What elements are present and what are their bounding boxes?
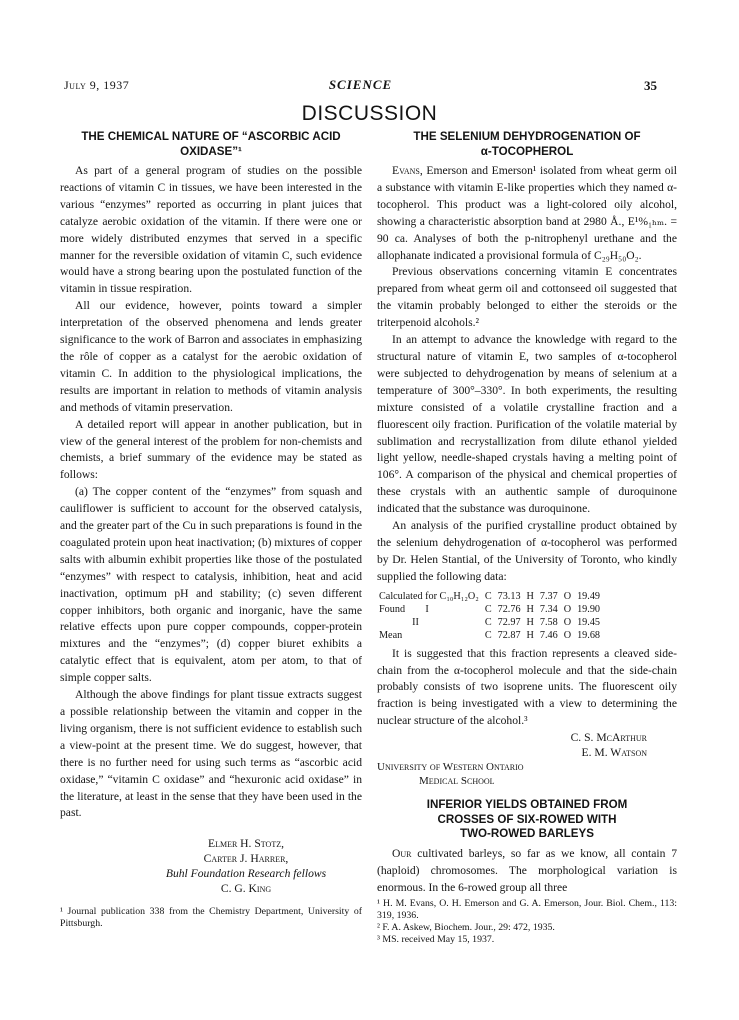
footnote: ¹ H. M. Evans, O. H. Emerson and G. A. Emerson, Jour. Biol. Chem., 113: 319, 1936. [377, 898, 677, 922]
article2-paragraph-text: , Emerson and Emerson¹ isolated from wheat germ oil a substance with vitamin E-like properties which they named α-tocopherol. This product was a light-colored oily alcohol, showing a characteristic absorption band at 2980 Å., E¹%₁ₕₘ. = 90 ca. Analyses of both the p-nitrophenyl urethane and the allophanate indicated a provisional formula of C₂₉H₅₀O₂. [377, 164, 677, 262]
analysis-row [379, 603, 606, 616]
analysis-cell: C [484, 629, 492, 641]
article2-paragraph [377, 163, 677, 264]
page-number: 35 [644, 78, 657, 93]
left-column [60, 130, 362, 930]
analysis-cell: O [563, 603, 572, 615]
article3-paragraph [377, 846, 677, 897]
analysis-cell: 7.46 [539, 629, 558, 641]
analysis-row [379, 616, 606, 629]
article3-lead: Our [392, 846, 412, 860]
analysis-table [379, 590, 606, 642]
article2-paragraph: It is suggested that this fraction represents a cleaved side-chain from the α-tocopherol molecule and that the side-chain probably consists of two isoprene units. The fluorescent oily fraction is being investigated with a view to determining the nuclear structure of the alcohol.³ [377, 646, 677, 728]
analysis-cell: 19.68 [577, 629, 600, 641]
analysis-cell: Mean [379, 629, 403, 641]
analysis-cell: Calculated for C₁₀H₁₂O₂ [379, 590, 479, 602]
article1-paragraph: All our evidence, however, points toward a simpler interpretation of the observed phenomena and lends greater significance to the work of Barron and associates in emphasizing the rôle of copper as a catalyst for the aerobic oxidation of vitamin C. In addition to the physiological implications, the results are important in relation to methods of vitamin analysis and methods of vitamin preservation. [60, 299, 362, 414]
analysis-cell: C [484, 603, 492, 615]
analysis-cell: 19.90 [577, 603, 600, 615]
footnote: ² F. A. Askew, Biochem. Jour., 29: 472, 1935. [377, 922, 555, 934]
author-signature: C. G. King [220, 882, 272, 896]
article1-signatures [130, 836, 362, 896]
affiliation: University of Western Ontario [377, 761, 524, 774]
article1-paragraph: (a) The copper content of the “enzymes” from squash and cauliflower is sufficient to account for the observed catalysis, and the greater part of the Cu in such preparations is found in the coagulated protein upon heat inactivation; (b) mixtures of copper salts with albumin exhibit properties like those of the postulated “enzymes” with respect to catalysis, inhibition, heat and acid inactivation, optimum pH and stability; (c) seven different copper inhibitors, both organic and inorganic, have the same relative effects upon pure copper compounds, copper-protein mixtures and the “enzymes”; (d) copper biuret exhibits a catalytic effect that is equivalent, atom per atom, to that of simple copper salts. [60, 485, 362, 685]
analysis-cell: 7.37 [539, 590, 558, 602]
author-lead: Evans [392, 164, 420, 177]
analysis-cell: C [484, 590, 492, 602]
journal-name: SCIENCE [328, 77, 393, 92]
running-head [64, 78, 657, 94]
author-signature: Elmer H. Stotz, [207, 837, 284, 851]
analysis-row [379, 590, 606, 603]
analysis-cell: 7.58 [539, 616, 558, 628]
article3-title-line: CROSSES OF SIX-ROWED WITH [437, 812, 617, 826]
article2-title-line: α-TOCOPHEROL [480, 144, 574, 158]
article3-title-line: INFERIOR YIELDS OBTAINED FROM [426, 798, 628, 812]
analysis-row [379, 629, 606, 642]
author-affiliation: Buhl Foundation Research fellows [165, 867, 327, 881]
article3-title [377, 798, 677, 842]
article1-title: THE CHEMICAL NATURE OF “ASCORBIC ACID OXIDASE”¹ [81, 130, 341, 158]
footnote: ³ MS. received May 15, 1937. [377, 934, 495, 946]
author-signature: C. S. McArthur [570, 731, 647, 745]
affiliation: Medical School [419, 775, 495, 788]
article2-paragraph: In an attempt to advance the knowledge with regard to the structural nature of vitamin E, two samples of α-tocopherol were subjected to dehydrogenation by means of selenium at a temperature of 300°–330°. In both experiments, the resulting mixture consisted of a volatile crystalline fraction and a fluorescent oily fraction. Purification of the volatile material by sublimation and recrystallization from dilute ethanol yielded light yellow, needle-shaped crystals having a melting point of 106°. A comparison of the physical and chemical properties of these crystals with an authentic sample of duroquinone indicated that the substance was duroquinone. [377, 333, 677, 516]
article2-paragraph: An analysis of the purified crystalline product obtained by the selenium dehydrogenation of α-tocopherol was performed by Dr. Helen Stantial, of the University of Toronto, who kindly supplied the following data: [377, 519, 677, 583]
analysis-cell: II [379, 616, 419, 628]
author-signature: Carter J. Harrer, [203, 852, 289, 866]
analysis-cell: O [563, 629, 572, 641]
article1-paragraph: A detailed report will appear in another publication, but in view of the general interest of the problem for non-chemists and chemists, a brief summary of the evidence may be stated as follows: [60, 417, 362, 482]
article2-title-line: THE SELENIUM DEHYDROGENATION OF [413, 130, 641, 143]
article3-title-line: TWO-ROWED BARLEYS [460, 827, 594, 841]
article2-paragraph: Previous observations concerning vitamin E concentrates prepared from wheat germ oil and cottonseed oil suggested that the vitamin probably belonged to either the steroids or the triterpenoid alcohols.² [377, 265, 677, 330]
right-footnotes [377, 898, 677, 946]
analysis-cell: 72.97 [497, 616, 521, 628]
article2-title [377, 130, 677, 159]
analysis-cell: 19.49 [577, 590, 600, 602]
analysis-cell: H [526, 590, 534, 602]
analysis-cell: 19.45 [577, 616, 600, 628]
issue-date: July 9, 1937 [64, 78, 130, 92]
article1-paragraph: As part of a general program of studies on the possible reactions of vitamin C in tissues, we have been interested in the various “enzymes” reported as occurring in plant juices that catalyze aerobic oxidation of the vitamin. If there were one or more widely distributed enzymes that served in a specific manner for the reversible oxidation of vitamin C, such evidence would have a strong bearing upon the postulated function of the vitamin in tissue respiration. [60, 164, 362, 296]
section-title: DISCUSSION [301, 102, 438, 125]
analysis-cell: H [526, 629, 534, 641]
article3-text: cultivated barleys, so far as we know, all contain 7 (haploid) chromosomes. The morphological variation is enormous. In the 6-rowed group all three [377, 846, 677, 894]
analysis-cell: 72.76 [497, 603, 521, 615]
analysis-cell: H [526, 616, 534, 628]
analysis-cell: C [484, 616, 492, 628]
analysis-cell: O [563, 590, 572, 602]
article1-paragraph: Although the above findings for plant tissue extracts suggest a possible relationship between the vitamin and copper in the living organism, there is not sufficient evidence to establish such a view-point at the present time. We do suggest, however, that there is no further need for using such terms as “ascorbic acid oxidase,” “vitamin C oxidase” and “hexuronic acid oxidase” in the literature, at least in the sense that they have been used in the past. [60, 688, 362, 820]
analysis-cell: 72.87 [497, 629, 521, 641]
analysis-cell: 73.13 [497, 590, 521, 602]
article1-footnote: ¹ Journal publication 338 from the Chemistry Department, University of Pittsburgh. [60, 906, 362, 930]
analysis-cell: 7.34 [539, 603, 558, 615]
analysis-cell: Found I [379, 603, 429, 615]
analysis-cell: O [563, 616, 572, 628]
author-signature: E. M. Watson [581, 746, 647, 760]
right-column [377, 130, 677, 946]
analysis-cell: H [526, 603, 534, 615]
